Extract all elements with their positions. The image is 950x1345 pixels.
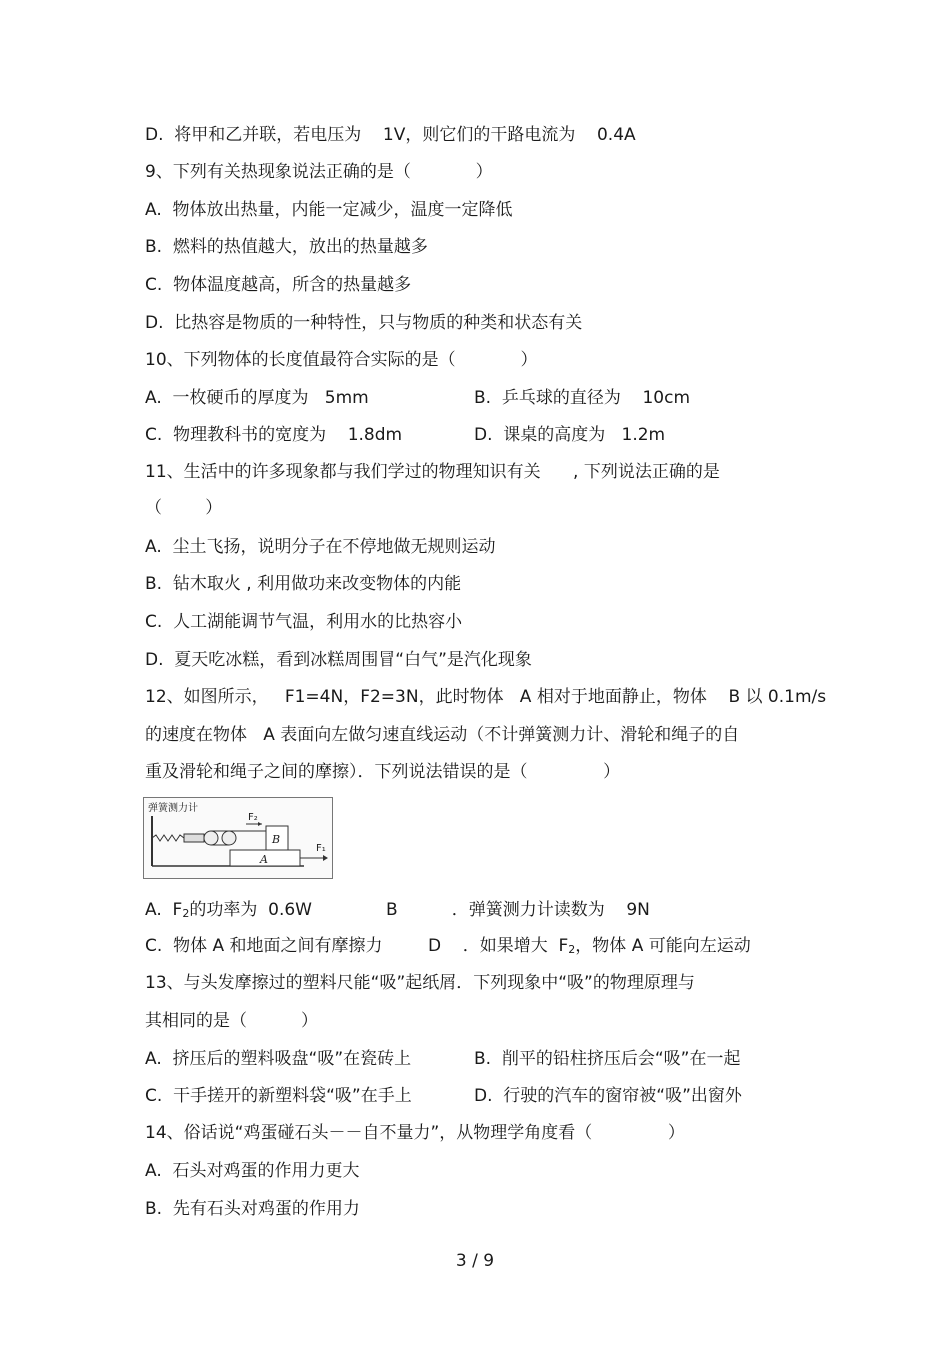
question-9-option-b: B. 燃料的热值越大，放出的热量越多 — [145, 237, 428, 257]
pulley-right — [222, 831, 236, 845]
question-13-option-b: B. 削平的铅柱挤压后会“吸”在一起 — [474, 1049, 741, 1069]
question-8-option-d: D. 将甲和乙并联，若电压为 1V，则它们的干路电流为 0.4A — [145, 125, 636, 145]
figure-label-f1: F₁ — [316, 843, 326, 854]
question-11-stem: 11、生活中的许多现象都与我们学过的物理知识有关 , 下列说法正确的是 — [145, 462, 720, 482]
question-12-line-2: 的速度在物体 A 表面向左做匀速直线运动（不计弹簧测力计、滑轮和绳子的自 — [145, 725, 740, 745]
question-9-option-a: A. 物体放出热量，内能一定减少，温度一定降低 — [145, 200, 513, 220]
spring-scale-body — [184, 834, 204, 842]
question-13-line-1: 13、与头发摩擦过的塑料尺能“吸”起纸屑．下列现象中“吸”的物理原理与 — [145, 973, 695, 993]
question-11-option-d: D. 夏天吃冰糕，看到冰糕周围冒“白气”是汽化现象 — [145, 650, 532, 670]
question-10-option-c: C. 物理教科书的宽度为 1.8dm — [145, 425, 403, 445]
question-13-option-a: A. 挤压后的塑料吸盘“吸”在瓷砖上 — [145, 1049, 412, 1069]
question-9-option-c: C. 物体温度越高，所含的热量越多 — [145, 275, 412, 295]
question-14-stem: 14、俗话说“鸡蛋碰石头－－自不量力”，从物理学角度看（ ） — [145, 1123, 685, 1143]
question-12-option-a: A. F2的功率为 0.6W — [145, 900, 312, 920]
figure-label-a: A — [260, 853, 268, 866]
question-14-option-a: A. 石头对鸡蛋的作用力更大 — [145, 1161, 360, 1181]
question-11-paren: （ ） — [145, 498, 223, 518]
question-10-option-b: B. 乒乓球的直径为 10cm — [474, 388, 691, 408]
question-9-option-d: D. 比热容是物质的一种特性，只与物质的种类和状态有关 — [145, 313, 583, 333]
question-13-line-2: 其相同的是（ ） — [145, 1011, 319, 1031]
question-11-option-a: A. 尘土飞扬，说明分子在不停地做无规则运动 — [145, 537, 496, 557]
spring — [152, 835, 184, 841]
question-13-option-c: C. 干手搓开的新塑料袋“吸”在手上 — [145, 1086, 412, 1106]
question-12-option-c: C. 物体 A 和地面之间有摩擦力 — [145, 936, 383, 956]
question-9-stem: 9、下列有关热现象说法正确的是（ ） — [145, 162, 493, 182]
page-number: 3 / 9 — [455, 1251, 495, 1271]
pulley-diagram — [144, 798, 332, 878]
question-13-option-d: D. 行驶的汽车的窗帘被“吸”出窗外 — [474, 1086, 742, 1106]
figure-label-f2: F₂ — [248, 812, 258, 823]
question-14-option-b: B. 先有石头对鸡蛋的作用力 — [145, 1199, 360, 1219]
question-10-stem: 10、下列物体的长度值最符合实际的是（ ） — [145, 350, 538, 370]
question-12-option-b: B ．弹簧测力计读数为 9N — [386, 900, 650, 920]
figure-label-b: B — [272, 833, 281, 846]
question-10-option-a: A. 一枚硬币的厚度为 5mm — [145, 388, 369, 408]
question-11-option-b: B. 钻木取火 , 利用做功来改变物体的内能 — [145, 574, 462, 594]
question-12-line-3: 重及滑轮和绳子之间的摩擦）．下列说法错误的是（ ） — [145, 762, 621, 782]
question-12-option-d: D ．如果增大 F2，物体 A 可能向左运动 — [428, 936, 751, 956]
figure-label-spring: 弹簧测力计 — [148, 803, 198, 814]
question-10-option-d: D. 课桌的高度为 1.2m — [474, 425, 666, 445]
pulley-left — [204, 831, 218, 845]
question-11-option-c: C. 人工湖能调节气温，利用水的比热容小 — [145, 612, 463, 632]
pulley-figure — [143, 797, 333, 879]
question-12-line-1: 12、如图所示， F1=4N，F2=3N，此时物体 A 相对于地面静止，物体 B 以 0.1m/s — [145, 687, 827, 707]
